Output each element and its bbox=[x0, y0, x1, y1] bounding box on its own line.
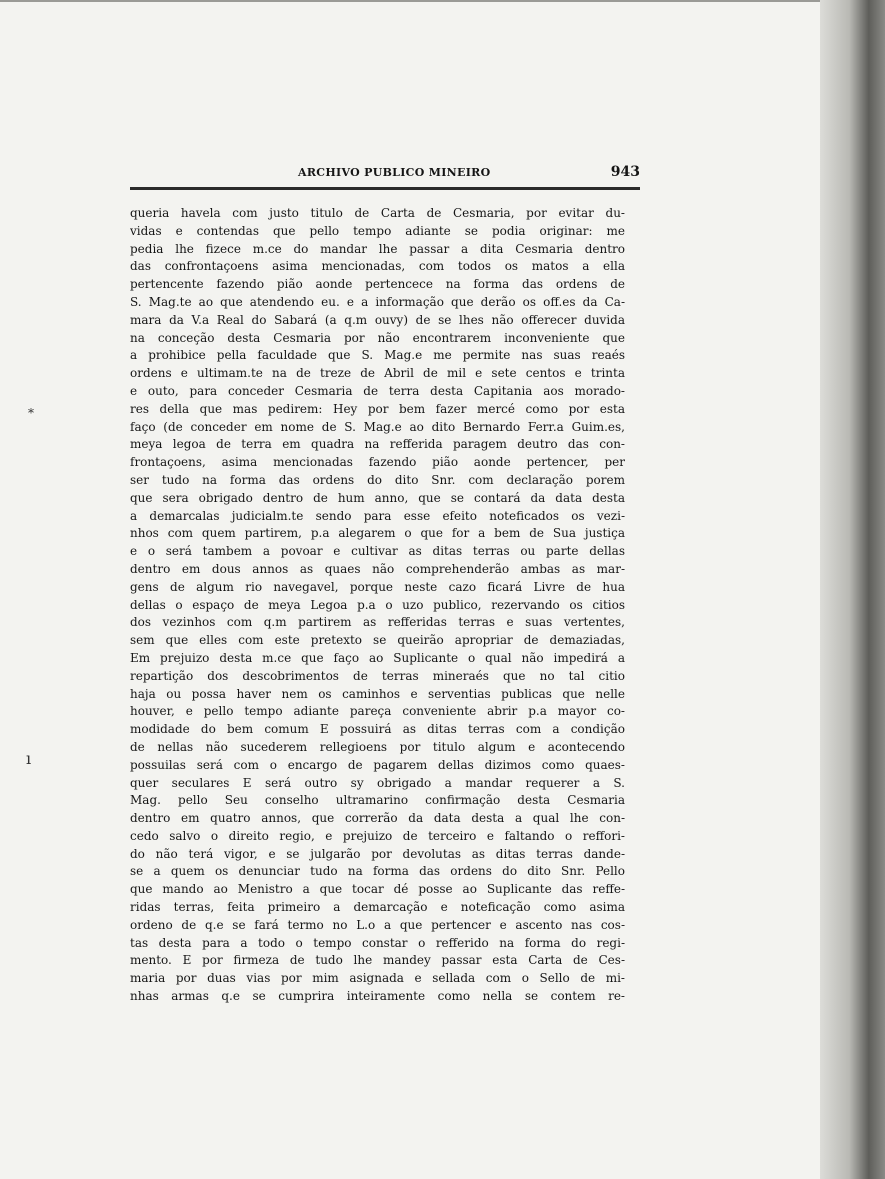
text-line: faço (de conceder em nome de S. Mag.e ao dito Bernardo Ferr.a Guim.es, bbox=[130, 419, 625, 434]
text-line: dellas o espaço de meya Legoa p.a o uzo publico, rezervando os citios bbox=[130, 597, 625, 612]
text-line: na conceção desta Cesmaria por não encontrarem inconveniente que bbox=[130, 330, 625, 345]
page-number: 943 bbox=[610, 164, 640, 180]
text-line: Mag. pello Seu conselho ultramarino confirmação desta Cesmaria bbox=[130, 793, 625, 808]
text-line: e outo, para conceder Cesmaria de terra desta Capitania aos morado- bbox=[130, 383, 625, 398]
text-line: ridas terras, feita primeiro a demarcação e noteficação como asima bbox=[130, 900, 625, 915]
text-line: dentro em quatro annos, que correrão da data desta a qual lhe con- bbox=[130, 811, 625, 826]
text-line: que mando ao Menistro a que tocar dé posse ao Suplicante das reffe- bbox=[130, 882, 625, 897]
running-title: ARCHIVO PUBLICO MINEIRO bbox=[298, 166, 491, 179]
text-line: pedia lhe fizece m.ce do mandar lhe passar a dita Cesmaria dentro bbox=[130, 241, 625, 256]
text-line: nhas armas q.e se cumprira inteiramente como nella se contem re- bbox=[130, 989, 625, 1004]
text-line: e o será tambem a povoar e cultivar as ditas terras ou parte dellas bbox=[130, 544, 625, 559]
text-line: haja ou possa haver nem os caminhos e serventias publicas que nelle bbox=[130, 686, 625, 701]
text-line: quer seculares E será outro sy obrigado a mandar requerer a S. bbox=[130, 775, 625, 790]
text-line: Em prejuizo desta m.ce que faço ao Suplicante o qual não impedirá a bbox=[130, 650, 625, 665]
text-line: meya legoa de terra em quadra na refferida paragem deutro das con- bbox=[130, 437, 625, 452]
text-line: S. Mag.te ao que atendendo eu. e a informação que derão os off.es da Ca- bbox=[130, 294, 625, 309]
text-line: possuilas será com o encargo de pagarem dellas dizimos como quaes- bbox=[130, 757, 625, 772]
text-line: de nellas não sucederem rellegioens por titulo algum e acontecendo bbox=[130, 739, 625, 754]
text-line: vidas e contendas que pello tempo adiante se podia originar: me bbox=[130, 223, 625, 238]
text-line: maria por duas vias por mim asignada e sellada com o Sello de mi- bbox=[130, 971, 625, 986]
text-line: se a quem os denunciar tudo na forma das ordens do dito Snr. Pello bbox=[130, 864, 625, 879]
text-line: repartição dos descobrimentos de terras mineraés que no tal citio bbox=[130, 668, 625, 683]
text-line: mara da V.a Real do Sabará (a q.m ouvy) de se lhes não offerecer duvida bbox=[130, 312, 625, 327]
header-rule bbox=[130, 187, 640, 190]
running-header bbox=[130, 164, 640, 186]
text-line: ordeno de q.e se fará termo no L.o a que pertencer e ascento nas cos- bbox=[130, 917, 625, 932]
body-text bbox=[130, 205, 625, 1006]
text-line: nhos com quem partirem, p.a alegarem o que for a bem de Sua justiça bbox=[130, 526, 625, 541]
text-line: dentro em dous annos as quaes não comprehenderão ambas as mar- bbox=[130, 561, 625, 576]
text-line: queria havela com justo titulo de Carta de Cesmaria, por evitar du- bbox=[130, 206, 625, 220]
text-line: modidade do bem comum E possuirá as ditas terras com a condição bbox=[130, 722, 625, 737]
text-line: tas desta para a todo o tempo constar o refferido na forma do regi- bbox=[130, 935, 625, 950]
text-line: ser tudo na forma das ordens do dito Snr. com declaração porem bbox=[130, 472, 625, 487]
top-edge-line bbox=[0, 0, 820, 2]
text-line: que sera obrigado dentro de hum anno, que se contará da data desta bbox=[130, 490, 625, 505]
text-line: gens de algum rio navegavel, porque neste cazo ficará Livre de hua bbox=[130, 579, 625, 594]
text-line: dos vezinhos com q.m partirem as refferidas terras e suas vertentes, bbox=[130, 615, 625, 630]
book-spine-shadow bbox=[820, 0, 885, 1179]
text-line: do não terá vigor, e se julgarão por devolutas as ditas terras dande- bbox=[130, 846, 625, 861]
text-line: frontaçoens, asima mencionadas fazendo pião aonde pertencer, per bbox=[130, 455, 625, 470]
text-line: a demarcalas judicialm.te sendo para esse efeito noteficados os vezi- bbox=[130, 508, 625, 523]
text-line: pertencente fazendo pião aonde pertencece na forma das ordens de bbox=[130, 277, 625, 292]
text-line: res della que mas pedirem: Hey por bem fazer mercé como por esta bbox=[130, 401, 625, 416]
text-line: cedo salvo o direito regio, e prejuizo de terceiro e faltando o reffori- bbox=[130, 828, 625, 843]
margin-mark: * bbox=[28, 406, 34, 420]
text-line: ordens e ultimam.te na de treze de Abril de mil e sete centos e trinta bbox=[130, 366, 625, 381]
text-line: mento. E por firmeza de tudo lhe mandey passar esta Carta de Ces- bbox=[130, 953, 625, 968]
text-line: a prohibice pella faculdade que S. Mag.e me permite nas suas reaés bbox=[130, 348, 625, 363]
text-line: das confrontaçoens asima mencionadas, com todos os matos a ella bbox=[130, 259, 625, 274]
text-line: sem que elles com este pretexto se queirão apropriar de demaziadas, bbox=[130, 633, 625, 648]
margin-mark: ı bbox=[26, 749, 32, 768]
text-line: houver, e pello tempo adiante pareça conveniente abrir p.a mayor co- bbox=[130, 704, 625, 719]
